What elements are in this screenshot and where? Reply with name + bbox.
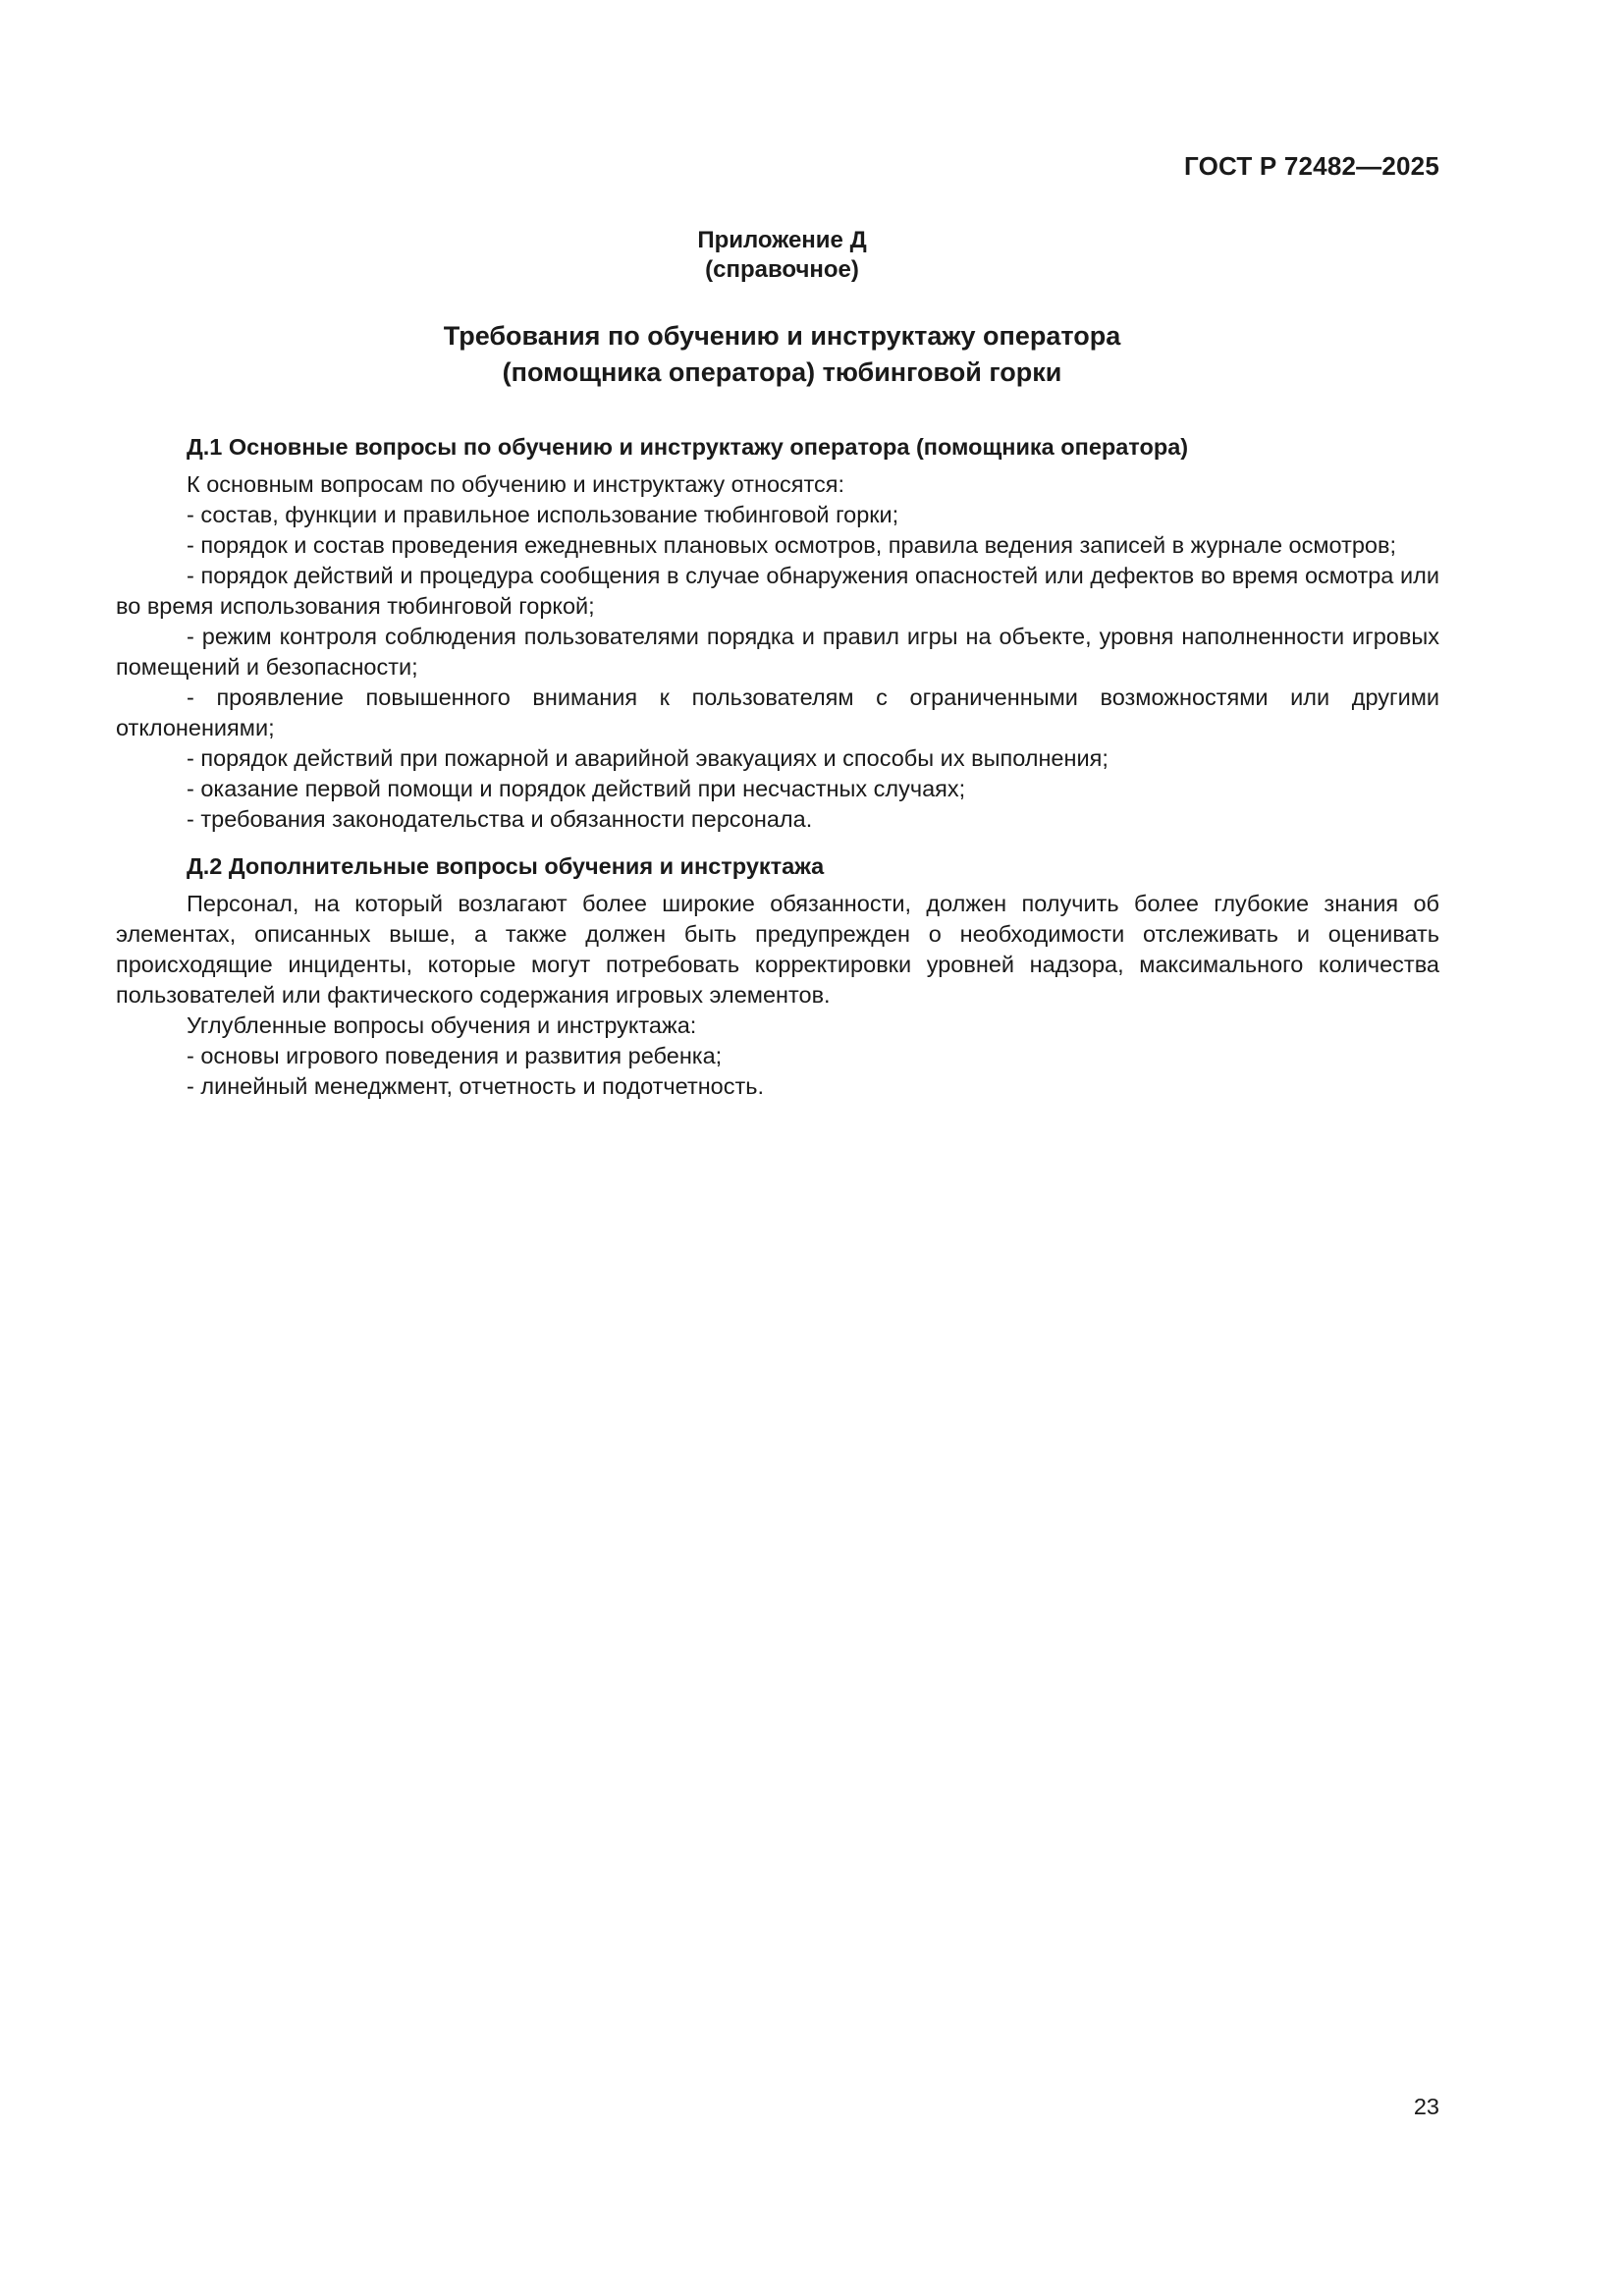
section-2-paragraph: Персонал, на который возлагают более широкие обязанности, должен получить более глубокие знания об элементах, описанных выше, а также должен быть предупрежден о необходимости отслеживать и оценивать происходящие инциденты, которые могут потребовать корректировки уровней надзора, максимального количества пользователей или фактического содержания игровых элементов. <box>116 891 1439 1008</box>
section-1-list-item: - порядок действий при пожарной и аварийной эвакуациях и способы их выполнения; <box>187 745 1109 771</box>
section-2-list-item: - линейный менеджмент, отчетность и подотчетность. <box>187 1073 765 1099</box>
appendix-subtitle: (справочное) <box>705 256 859 283</box>
section-1-list-item: - порядок и состав проведения ежедневных плановых осмотров, правила ведения записей в журнале осмотров; <box>187 532 1397 558</box>
document-body <box>116 432 1439 1102</box>
section-2-list-item: - основы игрового поведения и развития ребенка; <box>187 1043 723 1068</box>
section-1-intro: К основным вопросам по обучению и инструктажу относятся: <box>187 471 844 497</box>
document-title-line-1: Требования по обучению и инструктажу оператора <box>443 321 1121 351</box>
appendix-title: Приложение Д <box>697 227 867 253</box>
document-standard-code: ГОСТ Р 72482—2025 <box>1184 151 1439 181</box>
section-1-list-item: - порядок действий и процедура сообщения в случае обнаружения опасностей или дефектов во время осмотра или во время использования тюбинговой горкой; <box>116 563 1439 619</box>
section-1-list-item: - оказание первой помощи и порядок действий при несчастных случаях; <box>187 776 966 801</box>
appendix-block <box>0 226 1564 285</box>
section-1-list-item: - требования законодательства и обязанности персонала. <box>187 806 813 832</box>
section-1-list-item: - режим контроля соблюдения пользователями порядка и правил игры на объекте, уровня наполненности игровых помещений и безопасности; <box>116 624 1439 680</box>
section-1-list-item: - проявление повышенного внимания к пользователям с ограниченными возможностями или другими отклонениями; <box>116 684 1439 740</box>
section-2-intro: Углубленные вопросы обучения и инструктажа: <box>187 1012 697 1038</box>
document-title <box>0 318 1564 391</box>
section-1-list-item: - состав, функции и правильное использование тюбинговой горки; <box>187 502 899 527</box>
section-1-heading: Д.1 Основные вопросы по обучению и инструктажу оператора (помощника оператора) <box>187 434 1189 460</box>
page-number: 23 <box>1413 2094 1439 2119</box>
section-2-heading: Д.2 Дополнительные вопросы обучения и инструктажа <box>187 853 825 879</box>
document-title-line-2: (помощника оператора) тюбинговой горки <box>502 357 1062 387</box>
